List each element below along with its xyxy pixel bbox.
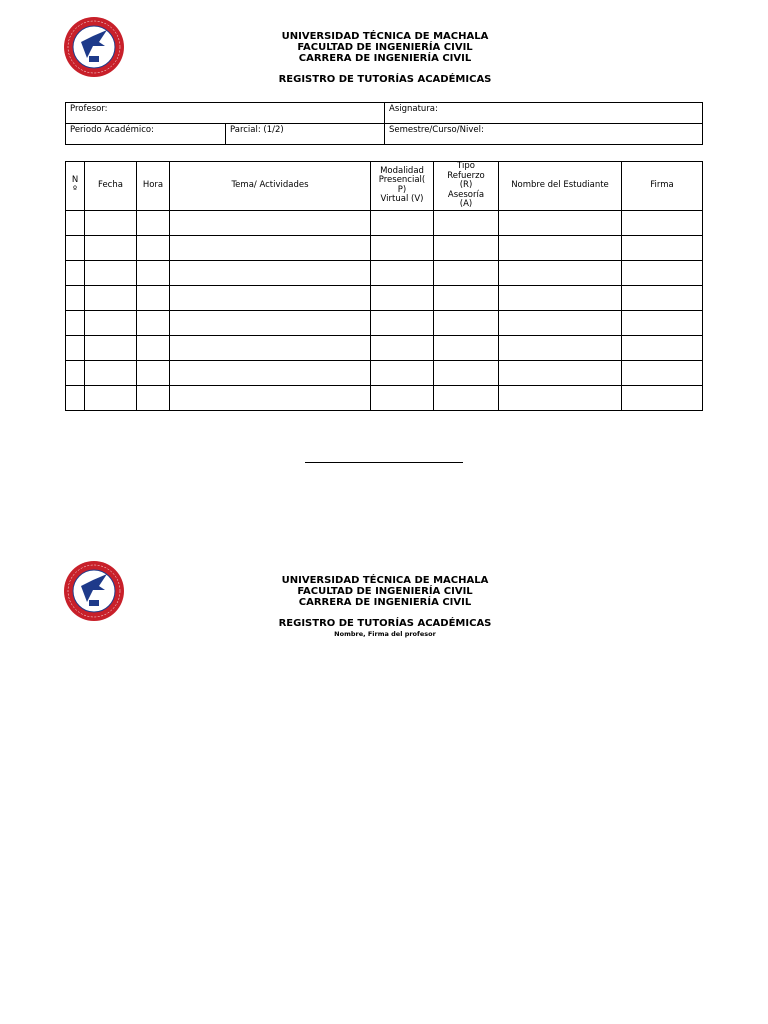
university-seal-icon	[63, 560, 125, 622]
table-row	[66, 285, 703, 310]
table-cell[interactable]	[66, 335, 85, 360]
table-cell[interactable]	[371, 335, 434, 360]
table-header-row	[66, 162, 703, 211]
profesor-field[interactable]: Profesor:	[66, 103, 385, 124]
table-cell[interactable]	[499, 235, 622, 260]
career-name: CARRERA DE INGENIERÍA CIVIL	[298, 53, 472, 64]
header-block	[230, 31, 540, 85]
table-row	[66, 210, 703, 235]
table-cell[interactable]	[499, 310, 622, 335]
col-hora: Hora	[137, 162, 170, 211]
table-cell[interactable]	[499, 285, 622, 310]
table-cell[interactable]	[66, 360, 85, 385]
table-cell[interactable]	[66, 310, 85, 335]
table-cell[interactable]	[434, 310, 499, 335]
table-cell[interactable]	[85, 385, 137, 410]
career-name: CARRERA DE INGENIERÍA CIVIL	[298, 597, 472, 608]
register-title: REGISTRO DE TUTORÍAS ACADÉMICAS	[278, 618, 492, 629]
faculty-name: FACULTAD DE INGENIERÍA CIVIL	[297, 586, 473, 597]
table-row	[66, 335, 703, 360]
activity-table	[65, 161, 703, 411]
table-cell[interactable]	[371, 385, 434, 410]
table-cell[interactable]	[371, 285, 434, 310]
table-cell[interactable]	[170, 210, 371, 235]
table-cell[interactable]	[137, 260, 170, 285]
table-cell[interactable]	[434, 360, 499, 385]
table-cell[interactable]	[499, 335, 622, 360]
signature-line	[305, 462, 463, 463]
table-cell[interactable]	[622, 235, 703, 260]
table-cell[interactable]	[137, 310, 170, 335]
table-cell[interactable]	[137, 235, 170, 260]
table-cell[interactable]	[170, 335, 371, 360]
col-tipo: Tipo Refuerzo (R) Asesoría (A)	[434, 162, 499, 211]
semestre-field[interactable]: Semestre/Curso/Nivel:	[385, 124, 703, 145]
table-cell[interactable]	[85, 210, 137, 235]
table-row	[66, 360, 703, 385]
table-cell[interactable]	[622, 260, 703, 285]
table-cell[interactable]	[371, 235, 434, 260]
table-cell[interactable]	[622, 335, 703, 360]
table-cell[interactable]	[66, 285, 85, 310]
university-name: UNIVERSIDAD TÉCNICA DE MACHALA	[281, 31, 489, 42]
table-cell[interactable]	[85, 235, 137, 260]
table-cell[interactable]	[499, 360, 622, 385]
table-cell[interactable]	[137, 285, 170, 310]
table-cell[interactable]	[622, 285, 703, 310]
faculty-name: FACULTAD DE INGENIERÍA CIVIL	[297, 42, 473, 53]
table-cell[interactable]	[85, 260, 137, 285]
table-cell[interactable]	[434, 285, 499, 310]
table-cell[interactable]	[66, 235, 85, 260]
table-cell[interactable]	[434, 210, 499, 235]
university-name: UNIVERSIDAD TÉCNICA DE MACHALA	[281, 575, 489, 586]
register-title: REGISTRO DE TUTORÍAS ACADÉMICAS	[278, 74, 492, 85]
table-cell[interactable]	[85, 285, 137, 310]
table-cell[interactable]	[85, 335, 137, 360]
table-cell[interactable]	[170, 285, 371, 310]
table-cell[interactable]	[622, 385, 703, 410]
table-cell[interactable]	[85, 310, 137, 335]
table-cell[interactable]	[371, 310, 434, 335]
table-cell[interactable]	[371, 260, 434, 285]
table-cell[interactable]	[170, 235, 371, 260]
table-cell[interactable]	[371, 360, 434, 385]
table-cell[interactable]	[499, 210, 622, 235]
table-cell[interactable]	[170, 310, 371, 335]
periodo-field[interactable]: Periodo Académico:	[66, 124, 226, 145]
table-row	[66, 385, 703, 410]
header-block	[230, 575, 540, 638]
col-nombre: Nombre del Estudiante	[499, 162, 622, 211]
table-cell[interactable]	[434, 260, 499, 285]
table-cell[interactable]	[137, 360, 170, 385]
parcial-field[interactable]: Parcial: (1/2)	[226, 124, 385, 145]
table-cell[interactable]	[434, 335, 499, 360]
col-modalidad: Modalidad Presencial( P) Virtual (V)	[371, 162, 434, 211]
table-cell[interactable]	[434, 235, 499, 260]
table-cell[interactable]	[499, 385, 622, 410]
table-cell[interactable]	[170, 360, 371, 385]
table-cell[interactable]	[622, 310, 703, 335]
table-cell[interactable]	[66, 210, 85, 235]
table-row	[66, 260, 703, 285]
professor-signature-label: Nombre, Firma del profesor	[334, 630, 436, 638]
table-cell[interactable]	[622, 210, 703, 235]
table-cell[interactable]	[85, 360, 137, 385]
table-cell[interactable]	[66, 385, 85, 410]
table-row	[66, 235, 703, 260]
table-cell[interactable]	[434, 385, 499, 410]
table-row	[66, 310, 703, 335]
table-cell[interactable]	[170, 260, 371, 285]
table-cell[interactable]	[170, 385, 371, 410]
table-cell[interactable]	[137, 335, 170, 360]
table-cell[interactable]	[622, 360, 703, 385]
table-cell[interactable]	[137, 385, 170, 410]
table-cell[interactable]	[499, 260, 622, 285]
university-seal-icon	[63, 16, 125, 78]
table-cell[interactable]	[137, 210, 170, 235]
table-body	[66, 210, 703, 410]
info-table	[65, 102, 703, 145]
col-firma: Firma	[622, 162, 703, 211]
table-cell[interactable]	[66, 260, 85, 285]
asignatura-field[interactable]: Asignatura:	[385, 103, 703, 124]
table-cell[interactable]	[371, 210, 434, 235]
col-tema: Tema/ Actividades	[170, 162, 371, 211]
col-fecha: Fecha	[85, 162, 137, 211]
col-num: N º	[66, 162, 85, 211]
